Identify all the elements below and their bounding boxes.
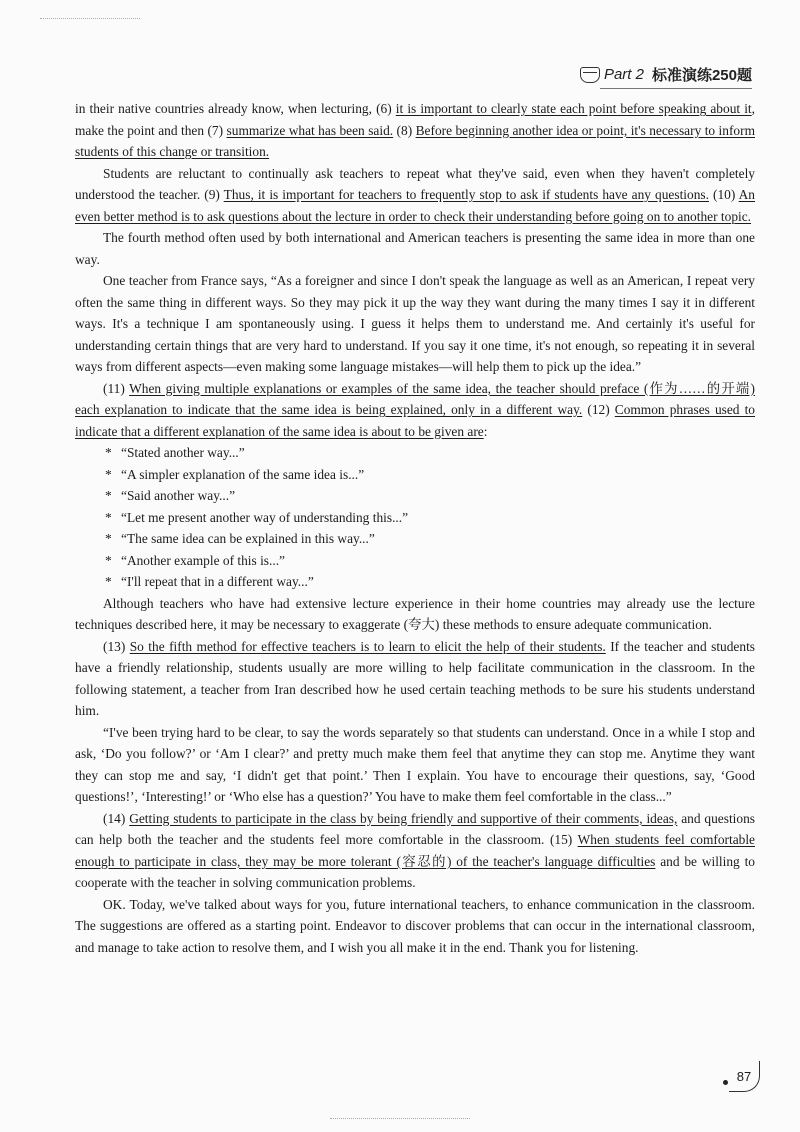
header-title: 标准演练250题	[651, 67, 752, 84]
page-number: 87	[729, 1061, 760, 1092]
underlined-sentence-11: When giving multiple explanations or examples of the same idea, the teacher should preface (作为……的开端) each explanation to indicate that the same idea is being explained, only in a different way.	[75, 380, 755, 417]
underlined-sentence-9: Thus, it is important for teachers to frequently stop to ask if students have any questions.	[223, 187, 709, 202]
text: (10)	[708, 187, 739, 202]
text: (11)	[103, 380, 130, 396]
article-body	[75, 98, 755, 958]
underlined-sentence-14: Getting students to participate in the class by being friendly and supportive of their comments, ideas,	[129, 810, 678, 826]
text: in their native countries already know, when lecturing, (6)	[75, 101, 396, 116]
list-item: * “Another example of this is...”	[105, 550, 755, 572]
text: (14)	[103, 810, 130, 826]
underlined-sentence-8: Before beginning another idea or point, it's necessary to inform students of this change or transition.	[75, 122, 755, 159]
paragraph-2	[75, 163, 755, 228]
scan-mark-top	[40, 18, 140, 20]
list-item: * “Stated another way...”	[105, 442, 755, 464]
text: (8)	[393, 122, 416, 138]
page-header	[580, 64, 752, 85]
underlined-sentence-12: Common phrases used to indicate that a different explanation of the same idea is about to be given are	[75, 402, 755, 439]
text: , make the point and then (7)	[75, 101, 756, 138]
text: and questions can help both the teacher and the students feel more comfortable in the classroom. (15)	[75, 810, 755, 847]
text: :	[483, 423, 488, 439]
text: and be willing to cooperate with the teacher in solving communication problems.	[75, 853, 755, 890]
phrase-list	[75, 442, 755, 593]
paragraph-8: “I've been trying hard to be clear, to say the words separately so that students can understand. Once in a while I stop and ask, ‘Do you follow?’ or ‘Am I clear?’ and pretty much make them feel that anytime they can stop me. Anytime they want they can stop me and say, ‘I didn't get that point.’ Then I explain. You have to encourage their questions, say, ‘Good questions!’, ‘Interesting!’ or ‘Who else has a question?’ You have to make them feel comfortable in the class...”	[75, 724, 755, 804]
paragraph-9	[75, 808, 755, 894]
text: (13)	[103, 638, 130, 654]
paragraph-1	[75, 98, 755, 163]
paragraph-3: The fourth method often used by both international and American teachers is presenting the same idea in more than one way.	[75, 230, 755, 267]
underlined-sentence-15: When students feel comfortable enough to participate in class, they may be more tolerant (容忍的) of the teacher's language difficulties	[75, 832, 755, 869]
header-part: Part 2	[603, 66, 644, 83]
underlined-sentence-13: So the fifth method for effective teachers is to learn to elicit the help of their students.	[129, 638, 606, 654]
list-item: * “I'll repeat that in a different way...”	[105, 571, 755, 593]
header-divider	[600, 88, 752, 89]
list-item: * “A simpler explanation of the same idea is...”	[105, 464, 755, 486]
underlined-sentence-7: summarize what has been said.	[226, 122, 394, 138]
scan-mark-bottom	[330, 1118, 470, 1120]
paragraph-10: OK. Today, we've talked about ways for you, future international teachers, to enhance communication in the classroom. The suggestions are offered as a starting point. Endeavor to discover problems that can occur in the international classroom, and manage to take action to resolve them, and I wish you all make it in the end. Thank you for listening.	[75, 896, 755, 955]
text: (12)	[582, 402, 615, 417]
list-item: * “Said another way...”	[105, 485, 755, 507]
paragraph-7	[75, 636, 755, 722]
book-logo-icon	[580, 67, 600, 83]
underlined-sentence-10: An even better method is to ask questions about the lecture in order to check their understanding before going on to another topic.	[75, 187, 756, 224]
paragraph-4: One teacher from France says, “As a foreigner and since I don't speak the language as well as an American, I repeat very often the same thing in different ways. So they may pick it up the way they want during the many times I say it in different ways. It's a technique I am spontaneously using. I guess it helps them to understand me. And certainly it's useful for understanding certain things that are very hard to understand. If you say it one time, it's not enough, so repeating it in several ways from different aspects—even making some language mistakes—will help them to pick up the idea.”	[75, 273, 755, 374]
list-item: * “Let me present another way of understanding this...”	[105, 507, 755, 529]
page-dot-icon	[723, 1080, 728, 1085]
text: If the teacher and students have a friendly relationship, students usually are more willing to help facilitate communication in the classroom. In the following statement, a teacher from Iran described how he used certain teaching methods to be sure his students understand him.	[75, 638, 756, 718]
underlined-sentence-6: it is important to clearly state each point before speaking about it	[395, 101, 752, 116]
paragraph-6: Although teachers who have had extensive lecture experience in their home countries may already use the lecture techniques described here, it may be necessary to exaggerate (夸大) these methods to ensure adequate communication.	[75, 595, 755, 632]
paragraph-5	[75, 378, 755, 443]
text: Students are reluctant to continually ask teachers to repeat what they've said, even when they haven't completely understood the teacher. (9)	[75, 165, 755, 202]
list-item: * “The same idea can be explained in this way...”	[105, 528, 755, 550]
